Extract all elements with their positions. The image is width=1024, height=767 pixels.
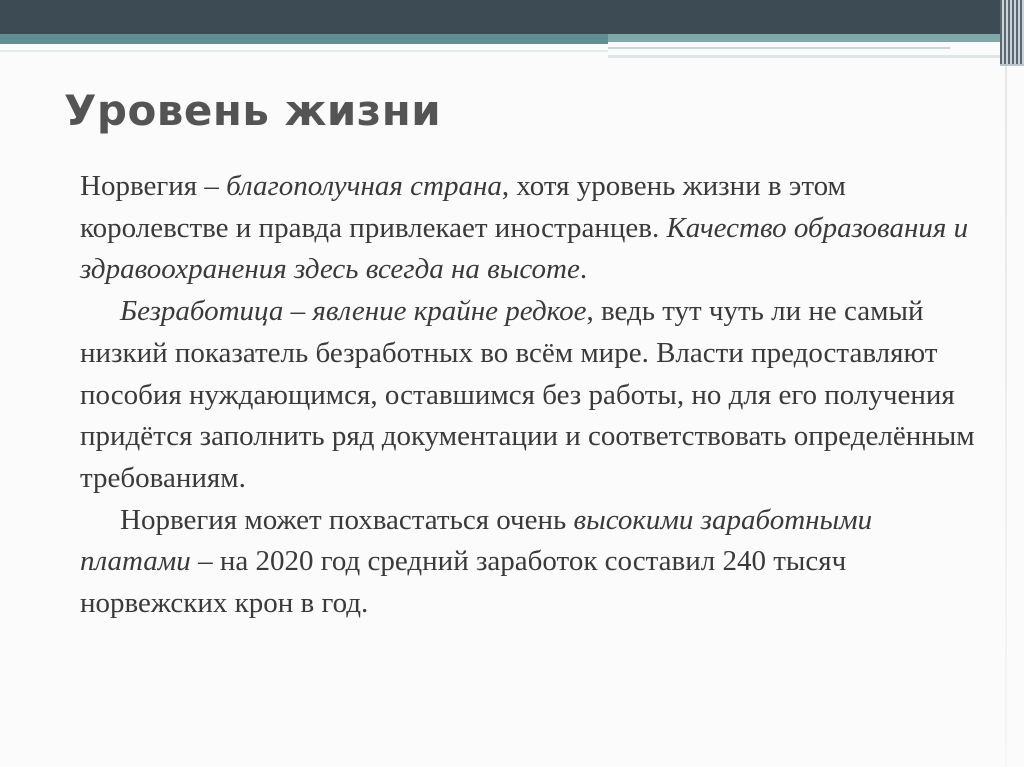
paragraph: [80, 291, 990, 500]
paragraph: [80, 500, 990, 625]
header-band-stripes: [1000, 0, 1024, 64]
body-text: Норвегия может похвастаться очень: [120, 503, 574, 536]
header-band-teal: [0, 34, 608, 44]
emphasis-text: высокими заработными платами: [80, 503, 873, 578]
body-text: – на 2020 год средний заработок составил 240 тысяч норвежских крон в год.: [80, 545, 847, 620]
slide-body: [80, 166, 990, 625]
header-band-dark: [0, 0, 1000, 34]
emphasis-text: Качество образования и здравоохранения здесь всегда на высоте: [80, 211, 969, 286]
body-text: , хотя уровень жизни в этом королевстве и правда привлекает иностранцев.: [80, 170, 846, 244]
slide-edge-shadow: [1005, 66, 1007, 767]
body-text: , ведь тут чуть ли не самый низкий показатель безработных во всём мире. Власти предоставляют пособия нуждающимся, оставшимся без работы, но для его получения придётся заполнить ряд документации и соответствовать определённым требованиям.: [80, 295, 975, 494]
paragraph: [80, 166, 990, 291]
header-accent-line: [608, 47, 950, 49]
body-text: .: [579, 253, 588, 286]
slide-title: Уровень жизни: [64, 86, 442, 135]
header-band-edge: [1000, 64, 1024, 66]
header-accent-line: [0, 50, 608, 52]
body-text: Норвегия –: [80, 170, 227, 202]
header-accent-line: [608, 55, 1000, 58]
header-band-teal-light: [608, 34, 1000, 42]
emphasis-text: Безработица – явление крайне редкое: [120, 295, 587, 328]
emphasis-text: благополучная страна: [226, 170, 502, 202]
